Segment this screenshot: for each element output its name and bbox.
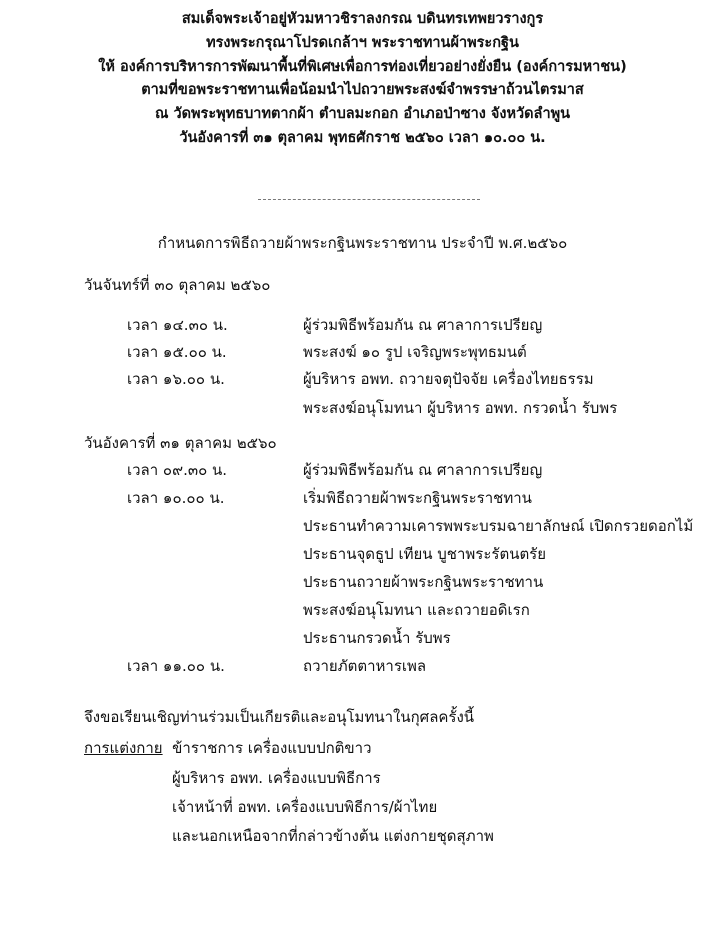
row-time: เวลา ๐๙.๓๐ น.	[127, 461, 228, 479]
day-label-monday: วันจันทร์ที่ ๓๐ ตุลาคม ๒๕๖๐	[84, 276, 271, 294]
schedule-row	[0, 571, 725, 597]
dashed-divider	[258, 199, 480, 200]
invitation-text: จึงขอเรียนเชิญท่านร่วมเป็นเกียรติและอนุโมทนาในกุศลครั้งนี้	[84, 708, 475, 726]
row-description: ประธานทำความเคารพพระบรมฉายาลักษณ์ เปิดกรวยดอกไม้	[303, 517, 694, 535]
schedule-row	[0, 515, 725, 541]
row-description: ประธานถวายผ้าพระกฐินพระราชทาน	[303, 573, 544, 591]
row-description: ผู้ร่วมพิธีพร้อมกัน ณ ศาลาการเปรียญ	[303, 461, 543, 479]
schedule-row	[0, 341, 725, 367]
row-time: เวลา ๑๕.๐๐ น.	[127, 343, 227, 361]
heading-line-5: ณ วัดพระพุทธบาทตากผ้า ตำบลมะกอก อำเภอป่าซาง จังหวัดลำพูน	[154, 106, 571, 123]
row-time: เวลา ๑๔.๓๐ น.	[127, 316, 228, 334]
dress-code-label: การแต่งกาย	[84, 739, 163, 757]
row-description: พระสงฆ์อนุโมทนา และถวายอดิเรก	[303, 601, 530, 619]
dress-code	[84, 737, 372, 759]
row-description: พระสงฆ์อนุโมทนา ผู้บริหาร อพท. กรวดน้ำ รับพร	[303, 399, 618, 417]
row-time: เวลา ๑๐.๐๐ น.	[127, 489, 225, 507]
schedule-row	[0, 655, 725, 681]
schedule-row	[0, 627, 725, 653]
schedule-row	[0, 314, 725, 340]
row-time: เวลา ๑๖.๐๐ น.	[127, 370, 225, 388]
row-description: พระสงฆ์ ๑๐ รูป เจริญพระพุทธมนต์	[303, 343, 527, 361]
schedule-row	[0, 459, 725, 485]
schedule-row	[0, 368, 725, 394]
row-time: เวลา ๑๑.๐๐ น.	[127, 657, 225, 675]
row-description: ประธานจุดธูป เทียน บูชาพระรัตนตรัย	[303, 545, 547, 563]
schedule-row	[0, 599, 725, 625]
schedule-row	[0, 397, 725, 423]
heading-line-3: ให้ องค์การบริหารการพัฒนาพื้นที่พิเศษเพื่อการท่องเที่ยวอย่างยั่งยืน (องค์การมหาชน)	[98, 58, 627, 75]
dress-code-first: ข้าราชการ เครื่องแบบปกติขาว	[172, 739, 372, 757]
schedule-row	[0, 487, 725, 513]
row-description: ถวายภัตตาหารเพล	[303, 657, 427, 675]
heading-line-6: วันอังคารที่ ๓๑ ตุลาคม พุทธศักราช ๒๕๖๐ เวลา ๑๐.๐๐ น.	[179, 129, 546, 146]
schedule-title: กำหนดการพิธีถวายผ้าพระกฐินพระราชทาน ประจำปี พ.ศ.๒๕๖๐	[157, 234, 568, 252]
row-description: ผู้ร่วมพิธีพร้อมกัน ณ ศาลาการเปรียญ	[303, 316, 543, 334]
row-description: ผู้บริหาร อพท. ถวายจตุปัจจัย เครื่องไทยธรรม	[303, 370, 594, 388]
heading-line-4: ตามที่ขอพระราชทานเพื่อน้อมนำไปถวายพระสงฆ์จำพรรษาถ้วนไตรมาส	[141, 82, 584, 99]
row-description: เริ่มพิธีถวายผ้าพระกฐินพระราชทาน	[303, 489, 532, 507]
dress-code-line: ผู้บริหาร อพท. เครื่องแบบพิธีการ	[172, 769, 381, 787]
document-heading	[0, 8, 725, 151]
heading-line-2: ทรงพระกรุณาโปรดเกล้าฯ พระราชทานผ้าพระกฐิน	[206, 34, 519, 51]
schedule-row	[0, 543, 725, 569]
row-description: ประธานกรวดน้ำ รับพร	[303, 629, 451, 647]
day-label-tuesday: วันอังคารที่ ๓๑ ตุลาคม ๒๕๖๐	[84, 434, 277, 452]
dress-code-line: และนอกเหนือจากที่กล่าวข้างต้น แต่งกายชุดสุภาพ	[172, 827, 494, 845]
dress-code-line: เจ้าหน้าที่ อพท. เครื่องแบบพิธีการ/ผ้าไทย	[172, 798, 438, 816]
heading-line-1: สมเด็จพระเจ้าอยู่หัวมหาวชิราลงกรณ บดินทรเทพยวรางกูร	[181, 11, 544, 27]
